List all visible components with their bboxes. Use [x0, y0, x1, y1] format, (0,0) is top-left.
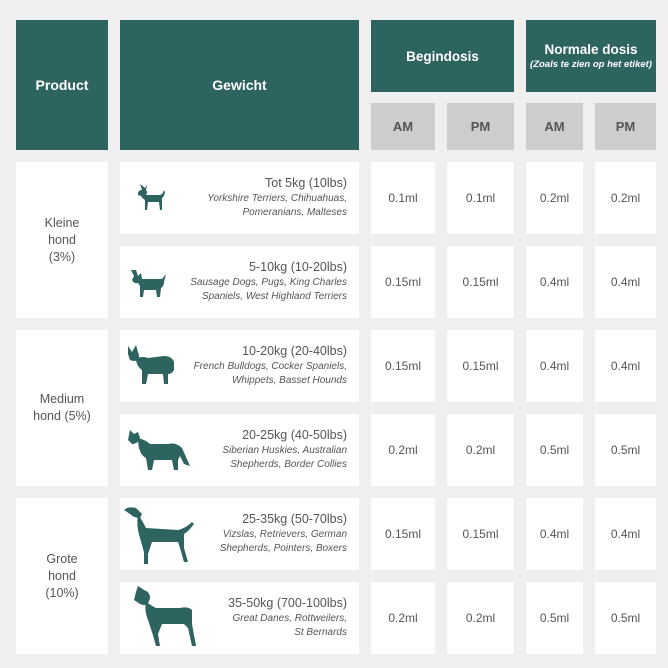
- dose-normal-pm: 0.4ml: [595, 498, 656, 570]
- breeds-line: Pomeranians, Malteses: [242, 207, 347, 218]
- dose-normal-pm: 0.4ml: [595, 330, 656, 402]
- dose-normal-pm: 0.5ml: [595, 414, 656, 486]
- group-line: (10%): [45, 585, 79, 600]
- subheader-begin-pm: PM: [447, 103, 514, 150]
- header-normal-dose: [526, 20, 656, 92]
- weight-cell: [120, 162, 359, 234]
- dose-begin-am: 0.2ml: [371, 582, 435, 654]
- weight-range: 5-10kg (10-20lbs): [249, 260, 347, 274]
- dose-normal-am: 0.4ml: [526, 246, 583, 318]
- weight-cell: [120, 246, 359, 318]
- dose-begin-am: 0.2ml: [371, 414, 435, 486]
- group-line: hond (5%): [33, 409, 91, 423]
- breeds-line: Sausage Dogs, Pugs, King Charles: [190, 277, 347, 288]
- dose-normal-am: 0.4ml: [526, 498, 583, 570]
- subheader-begin-am: AM: [371, 103, 435, 150]
- pointer-icon: [122, 504, 198, 568]
- group-small-dog: [16, 162, 108, 318]
- weight-cell: [120, 582, 359, 654]
- collie-icon: [124, 426, 194, 474]
- breeds-line: St Bernards: [294, 627, 347, 638]
- breeds-line: Vizslas, Retrievers, German: [222, 529, 347, 540]
- chihuahua-icon: [134, 180, 168, 216]
- dose-normal-pm: 0.2ml: [595, 162, 656, 234]
- weight-cell: [120, 414, 359, 486]
- breeds-line: Whippets, Basset Hounds: [231, 375, 347, 386]
- dose-normal-am: 0.4ml: [526, 330, 583, 402]
- breeds-line: Shepherds, Border Collies: [230, 459, 347, 470]
- subheader-normal-pm: PM: [595, 103, 656, 150]
- dose-begin-am: 0.1ml: [371, 162, 435, 234]
- dose-begin-pm: 0.1ml: [447, 162, 514, 234]
- dose-normal-pm: 0.4ml: [595, 246, 656, 318]
- group-line: Medium: [39, 392, 85, 406]
- dose-normal-am: 0.5ml: [526, 582, 583, 654]
- dose-normal-am: 0.2ml: [526, 162, 583, 234]
- dose-begin-pm: 0.15ml: [447, 498, 514, 570]
- dose-normal-pm: 0.5ml: [595, 582, 656, 654]
- dose-begin-am: 0.15ml: [371, 498, 435, 570]
- dose-begin-pm: 0.15ml: [447, 330, 514, 402]
- weight-range: 35-50kg (700-100lbs): [228, 596, 347, 610]
- weight-range: 25-35kg (50-70lbs): [242, 512, 347, 526]
- weight-range: 20-25kg (40-50lbs): [242, 428, 347, 442]
- dose-begin-pm: 0.2ml: [447, 582, 514, 654]
- header-begin-dose: Begindosis: [371, 20, 514, 92]
- breeds-line: Spaniels, West Highland Terriers: [201, 291, 347, 302]
- dose-begin-am: 0.15ml: [371, 330, 435, 402]
- normal-dose-title: Normale dosis: [544, 41, 638, 57]
- group-medium-dog: [16, 330, 108, 486]
- weight-range: Tot 5kg (10lbs): [265, 176, 347, 190]
- dose-begin-am: 0.15ml: [371, 246, 435, 318]
- group-line: Kleine: [44, 215, 80, 230]
- breeds-line: Siberian Huskies, Australian: [222, 445, 347, 456]
- group-large-dog: [16, 498, 108, 654]
- group-line: hond: [48, 232, 76, 247]
- header-product: Product: [16, 20, 108, 150]
- breeds-line: French Bulldogs, Cocker Spaniels,: [193, 361, 347, 372]
- subheader-normal-am: AM: [526, 103, 583, 150]
- group-line: hond: [48, 568, 76, 583]
- dose-normal-am: 0.5ml: [526, 414, 583, 486]
- weight-cell: [120, 498, 359, 570]
- group-line: Grote: [46, 551, 78, 566]
- breeds-line: Yorkshire Terriers, Chihuahuas,: [207, 193, 347, 204]
- group-line: (3%): [48, 249, 76, 264]
- breeds-line: Shepherds, Pointers, Boxers: [219, 543, 347, 554]
- terrier-icon: [128, 264, 170, 302]
- mastiff-icon: [130, 584, 200, 652]
- dose-begin-pm: 0.2ml: [447, 414, 514, 486]
- normal-dose-note: (Zoals te zien op het etiket): [530, 58, 652, 70]
- breeds-line: Great Danes, Rottweilers,: [232, 613, 347, 624]
- weight-range: 10-20kg (20-40lbs): [242, 344, 347, 358]
- bulldog-icon: [124, 342, 178, 388]
- dose-begin-pm: 0.15ml: [447, 246, 514, 318]
- header-weight: Gewicht: [120, 20, 359, 150]
- weight-cell: [120, 330, 359, 402]
